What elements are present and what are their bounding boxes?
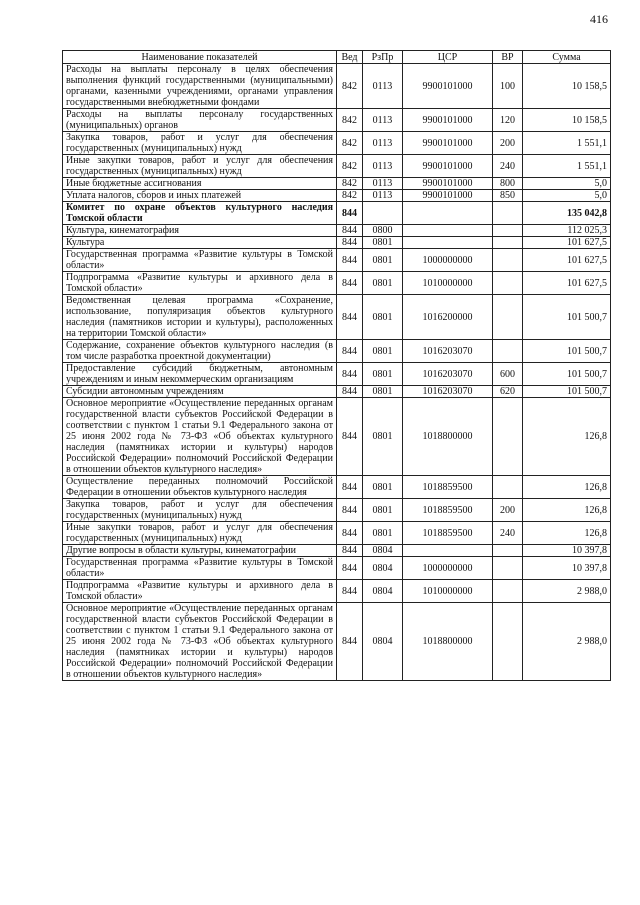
cell-vr	[493, 249, 523, 272]
cell-sum: 101 500,7	[523, 295, 611, 340]
table-row	[63, 499, 611, 522]
cell-rzpr: 0800	[363, 225, 403, 237]
cell-ved: 844	[337, 249, 363, 272]
cell-rzpr: 0804	[363, 545, 403, 557]
cell-name: Основное мероприятие «Осуществление переданных органам государственной власти субъектов Российской Федерации в соответствии с пунктом 1 статьи 9.1 Федерального закона от 25 июня 2002 года № 73-ФЗ «Об объектах культурного наследия (памятниках истории и культуры) народов Российской Федерации» полномочий Российской Федерации в отношении объектов культурного наследия»	[63, 398, 337, 476]
cell-csr: 9900101000	[403, 155, 493, 178]
cell-sum: 126,8	[523, 522, 611, 545]
cell-ved: 842	[337, 178, 363, 190]
cell-ved: 844	[337, 272, 363, 295]
cell-vr	[493, 545, 523, 557]
table-row	[63, 64, 611, 109]
cell-vr: 620	[493, 386, 523, 398]
cell-rzpr: 0113	[363, 155, 403, 178]
cell-name: Государственная программа «Развитие культуры в Томской области»	[63, 249, 337, 272]
cell-sum: 10 158,5	[523, 64, 611, 109]
cell-csr: 1018800000	[403, 603, 493, 681]
cell-sum: 126,8	[523, 476, 611, 499]
cell-sum: 101 500,7	[523, 363, 611, 386]
table-row	[63, 363, 611, 386]
table-row	[63, 249, 611, 272]
cell-csr: 1018859500	[403, 476, 493, 499]
cell-sum: 5,0	[523, 178, 611, 190]
cell-vr	[493, 225, 523, 237]
header-rzpr: РзПр	[363, 51, 403, 64]
table-row	[63, 340, 611, 363]
cell-csr: 1010000000	[403, 580, 493, 603]
table-row	[63, 132, 611, 155]
cell-csr: 9900101000	[403, 109, 493, 132]
cell-sum: 1 551,1	[523, 155, 611, 178]
cell-vr: 120	[493, 109, 523, 132]
cell-rzpr: 0113	[363, 178, 403, 190]
table-row	[63, 476, 611, 499]
cell-ved: 842	[337, 190, 363, 202]
cell-vr	[493, 202, 523, 225]
cell-rzpr: 0801	[363, 476, 403, 499]
page-number: 416	[590, 12, 608, 26]
cell-csr: 1018859500	[403, 522, 493, 545]
table-row	[63, 190, 611, 202]
cell-rzpr: 0801	[363, 340, 403, 363]
cell-csr	[403, 202, 493, 225]
cell-sum: 135 042,8	[523, 202, 611, 225]
table-row	[63, 580, 611, 603]
cell-ved: 844	[337, 340, 363, 363]
cell-vr	[493, 580, 523, 603]
header-vr: ВР	[493, 51, 523, 64]
cell-csr: 1016203070	[403, 363, 493, 386]
cell-csr: 1018800000	[403, 398, 493, 476]
cell-vr: 200	[493, 499, 523, 522]
table-row	[63, 398, 611, 476]
cell-rzpr: 0801	[363, 363, 403, 386]
cell-rzpr: 0801	[363, 499, 403, 522]
cell-sum: 126,8	[523, 499, 611, 522]
cell-rzpr: 0801	[363, 295, 403, 340]
cell-csr: 1018859500	[403, 499, 493, 522]
cell-name: Культура	[63, 237, 337, 249]
cell-sum: 10 158,5	[523, 109, 611, 132]
header-name: Наименование показателей	[63, 51, 337, 64]
cell-rzpr: 0801	[363, 249, 403, 272]
cell-vr	[493, 295, 523, 340]
cell-sum: 10 397,8	[523, 557, 611, 580]
cell-ved: 842	[337, 64, 363, 109]
table-row	[63, 237, 611, 249]
table-row	[63, 603, 611, 681]
cell-name: Иные закупки товаров, работ и услуг для обеспечения государственных (муниципальных) нужд	[63, 155, 337, 178]
cell-name: Культура, кинематография	[63, 225, 337, 237]
table-row	[63, 522, 611, 545]
cell-rzpr: 0113	[363, 190, 403, 202]
cell-ved: 844	[337, 545, 363, 557]
cell-name: Закупка товаров, работ и услуг для обеспечения государственных (муниципальных) нужд	[63, 132, 337, 155]
cell-sum: 101 500,7	[523, 386, 611, 398]
cell-ved: 844	[337, 476, 363, 499]
cell-ved: 844	[337, 398, 363, 476]
cell-vr	[493, 237, 523, 249]
cell-sum: 5,0	[523, 190, 611, 202]
cell-csr: 9900101000	[403, 132, 493, 155]
table-row	[63, 557, 611, 580]
cell-sum: 2 988,0	[523, 603, 611, 681]
cell-ved: 844	[337, 202, 363, 225]
cell-rzpr: 0804	[363, 557, 403, 580]
cell-sum: 1 551,1	[523, 132, 611, 155]
cell-vr: 240	[493, 522, 523, 545]
cell-sum: 2 988,0	[523, 580, 611, 603]
cell-vr	[493, 272, 523, 295]
cell-vr: 200	[493, 132, 523, 155]
cell-name: Осуществление переданных полномочий Российской Федерации в отношении объектов культурного наследия	[63, 476, 337, 499]
cell-rzpr: 0801	[363, 237, 403, 249]
cell-csr	[403, 237, 493, 249]
cell-name: Закупка товаров, работ и услуг для обеспечения государственных (муниципальных) нужд	[63, 499, 337, 522]
cell-vr: 100	[493, 64, 523, 109]
cell-csr: 9900101000	[403, 64, 493, 109]
cell-ved: 842	[337, 109, 363, 132]
cell-ved: 844	[337, 603, 363, 681]
cell-name: Другие вопросы в области культуры, кинематографии	[63, 545, 337, 557]
cell-sum: 101 627,5	[523, 272, 611, 295]
cell-rzpr: 0804	[363, 603, 403, 681]
table-row	[63, 202, 611, 225]
cell-sum: 101 627,5	[523, 249, 611, 272]
header-csr: ЦСР	[403, 51, 493, 64]
cell-sum: 126,8	[523, 398, 611, 476]
table-row	[63, 386, 611, 398]
table-row	[63, 109, 611, 132]
cell-rzpr	[363, 202, 403, 225]
cell-csr: 1000000000	[403, 557, 493, 580]
cell-ved: 844	[337, 295, 363, 340]
cell-sum: 112 025,3	[523, 225, 611, 237]
cell-name: Комитет по охране объектов культурного наследия Томской области	[63, 202, 337, 225]
cell-ved: 844	[337, 557, 363, 580]
cell-vr: 240	[493, 155, 523, 178]
cell-name: Ведомственная целевая программа «Сохранение, использование, популяризация объектов культурного наследия (памятников истории и культуры), расположенных на территории Томской области»	[63, 295, 337, 340]
cell-name: Уплата налогов, сборов и иных платежей	[63, 190, 337, 202]
cell-rzpr: 0113	[363, 132, 403, 155]
cell-vr	[493, 476, 523, 499]
cell-vr: 800	[493, 178, 523, 190]
cell-name: Государственная программа «Развитие культуры в Томской области»	[63, 557, 337, 580]
header-sum: Сумма	[523, 51, 611, 64]
cell-name: Иные бюджетные ассигнования	[63, 178, 337, 190]
cell-vr	[493, 603, 523, 681]
cell-csr: 1016200000	[403, 295, 493, 340]
cell-ved: 844	[337, 363, 363, 386]
budget-table	[62, 50, 611, 681]
table-row	[63, 295, 611, 340]
cell-ved: 844	[337, 580, 363, 603]
table-row	[63, 545, 611, 557]
cell-name: Расходы на выплаты персоналу в целях обеспечения выполнения функций государственными (муниципальными) органами, казенными учреждениями, органами управления государственными внебюджетными фондами	[63, 64, 337, 109]
cell-name: Иные закупки товаров, работ и услуг для обеспечения государственных (муниципальных) нужд	[63, 522, 337, 545]
cell-ved: 844	[337, 386, 363, 398]
cell-csr: 1000000000	[403, 249, 493, 272]
cell-sum: 10 397,8	[523, 545, 611, 557]
cell-rzpr: 0804	[363, 580, 403, 603]
cell-rzpr: 0801	[363, 522, 403, 545]
cell-csr: 1016203070	[403, 386, 493, 398]
cell-csr: 1016203070	[403, 340, 493, 363]
table-header-row	[63, 51, 611, 64]
cell-rzpr: 0801	[363, 398, 403, 476]
table-row	[63, 272, 611, 295]
cell-vr	[493, 398, 523, 476]
cell-ved: 844	[337, 237, 363, 249]
header-ved: Вед	[337, 51, 363, 64]
cell-vr: 850	[493, 190, 523, 202]
cell-sum: 101 500,7	[523, 340, 611, 363]
table-row	[63, 155, 611, 178]
cell-rzpr: 0801	[363, 272, 403, 295]
cell-name: Подпрограмма «Развитие культуры и архивного дела в Томской области»	[63, 272, 337, 295]
cell-rzpr: 0801	[363, 386, 403, 398]
cell-rzpr: 0113	[363, 109, 403, 132]
cell-rzpr: 0113	[363, 64, 403, 109]
cell-sum: 101 627,5	[523, 237, 611, 249]
table-row	[63, 178, 611, 190]
cell-vr: 600	[493, 363, 523, 386]
cell-ved: 844	[337, 522, 363, 545]
cell-name: Субсидии автономным учреждениям	[63, 386, 337, 398]
cell-ved: 842	[337, 155, 363, 178]
cell-ved: 842	[337, 132, 363, 155]
cell-ved: 844	[337, 225, 363, 237]
cell-name: Содержание, сохранение объектов культурного наследия (в том числе разработка проектной документации)	[63, 340, 337, 363]
cell-name: Предоставление субсидий бюджетным, автономным учреждениям и иным некоммерческим организациям	[63, 363, 337, 386]
cell-csr	[403, 225, 493, 237]
cell-vr	[493, 557, 523, 580]
cell-ved: 844	[337, 499, 363, 522]
cell-vr	[493, 340, 523, 363]
cell-name: Основное мероприятие «Осуществление переданных органам государственной власти субъектов Российской Федерации в соответствии с пунктом 1 статьи 9.1 Федерального закона от 25 июня 2002 года № 73-ФЗ «Об объектах культурного наследия (памятниках истории и культуры) народов Российской Федерации» полномочий Российской Федерации в отношении объектов культурного наследия»	[63, 603, 337, 681]
cell-csr: 9900101000	[403, 178, 493, 190]
table-row	[63, 225, 611, 237]
cell-csr: 9900101000	[403, 190, 493, 202]
cell-csr	[403, 545, 493, 557]
cell-name: Расходы на выплаты персоналу государственных (муниципальных) органов	[63, 109, 337, 132]
cell-name: Подпрограмма «Развитие культуры и архивного дела в Томской области»	[63, 580, 337, 603]
cell-csr: 1010000000	[403, 272, 493, 295]
